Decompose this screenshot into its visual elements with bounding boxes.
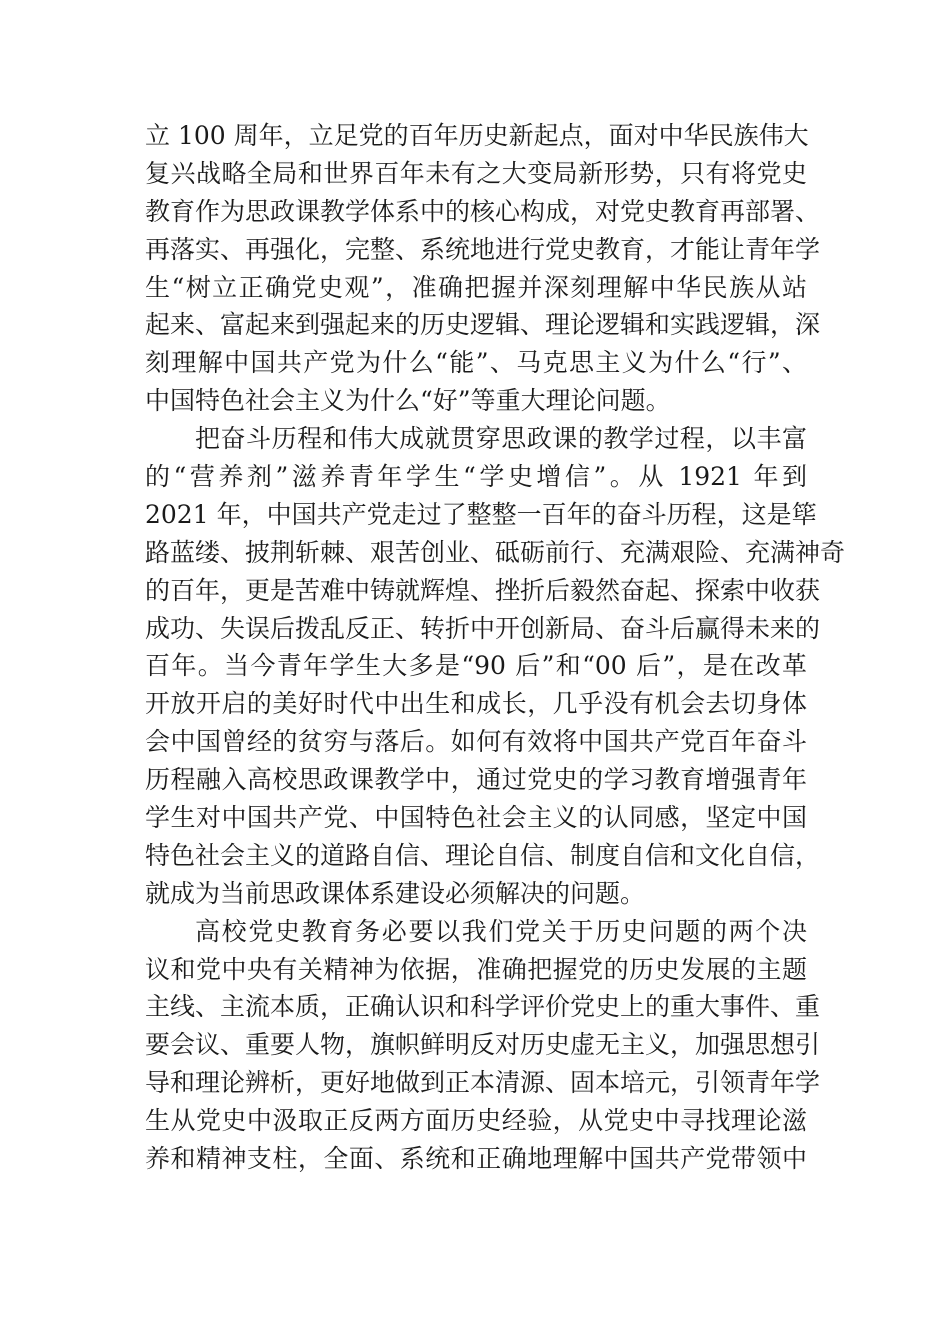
- text-line: 导和理论辨析，更好地做到正本清源、固本培元，引领青年学: [145, 1068, 821, 1098]
- text-line: 中国特色社会主义为什么“好”等重大理论问题。: [145, 386, 671, 416]
- text-line: 起来、富起来到强起来的历史逻辑、理论逻辑和实践逻辑，深: [145, 310, 821, 340]
- text-line: 生从党史中汲取正反两方面历史经验，从党史中寻找理论滋: [145, 1106, 807, 1136]
- text-line: 的百年，更是苦难中铸就辉煌、挫折后毅然奋起、探索中收获: [145, 575, 821, 605]
- text-line: 把奋斗历程和伟大成就贯穿思政课的教学过程，以丰富: [195, 424, 807, 454]
- text-line: 就成为当前思政课体系建设必须解决的问题。: [145, 878, 646, 908]
- text-line: 学生对中国共产党、中国特色社会主义的认同感，坚定中国: [145, 803, 807, 833]
- text-line: 要会议、重要人物，旗帜鲜明反对历史虚无主义，加强思想引: [145, 1030, 821, 1060]
- text-line: 主线、主流本质，正确认识和科学评价党史上的重大事件、重: [145, 992, 821, 1022]
- paragraph-2: [145, 420, 846, 913]
- paragraph-3: [145, 913, 821, 1178]
- text-line: 开放开启的美好时代中出生和成长，几乎没有机会去切身体: [145, 689, 807, 719]
- text-line: 生“树立正确党史观”，准确把握并深刻理解中华民族从站: [145, 272, 807, 302]
- text-line: 2021 年，中国共产党走过了整整一百年的奋斗历程，这是筚: [145, 499, 817, 529]
- text-line: 特色社会主义的道路自信、理论自信、制度自信和文化自信，: [145, 840, 821, 870]
- text-line: 会中国曾经的贫穷与落后。如何有效将中国共产党百年奋斗: [145, 727, 807, 757]
- text-line: 刻理解中国共产党为什么“能”、马克思主义为什么“行”、: [145, 348, 807, 378]
- text-line: 成功、失误后拨乱反正、转折中开创新局、奋斗后赢得未来的: [145, 613, 821, 643]
- text-line: 历程融入高校思政课教学中，通过党史的学习教育增强青年: [145, 765, 807, 795]
- text-line: 路蓝缕、披荆斩棘、艰苦创业、砥砺前行、充满艰险、充满神奇: [145, 537, 846, 567]
- document-body: [145, 117, 846, 1178]
- text-line: 立 100 周年，立足党的百年历史新起点，面对中华民族伟大: [145, 121, 809, 150]
- text-line: 百年。当今青年学生大多是“90 后”和“00 后”，是在改革: [145, 651, 807, 681]
- text-line: 高校党史教育务必要以我们党关于历史问题的两个决: [195, 916, 807, 946]
- text-line: 再落实、再强化，完整、系统地进行党史教育，才能让青年学: [145, 234, 821, 264]
- text-line: 的“营养剂”滋养青年学生“学史增信”。从 1921 年到: [145, 462, 807, 492]
- text-line: 复兴战略全局和世界百年未有之大变局新形势，只有将党史: [145, 158, 807, 188]
- text-line: 教育作为思政课教学体系中的核心构成，对党史教育再部署、: [145, 196, 821, 226]
- text-line: 养和精神支柱，全面、系统和正确地理解中国共产党带领中: [145, 1144, 807, 1174]
- text-line: 议和党中央有关精神为依据，准确把握党的历史发展的主题: [145, 954, 807, 984]
- paragraph-1: [145, 117, 821, 420]
